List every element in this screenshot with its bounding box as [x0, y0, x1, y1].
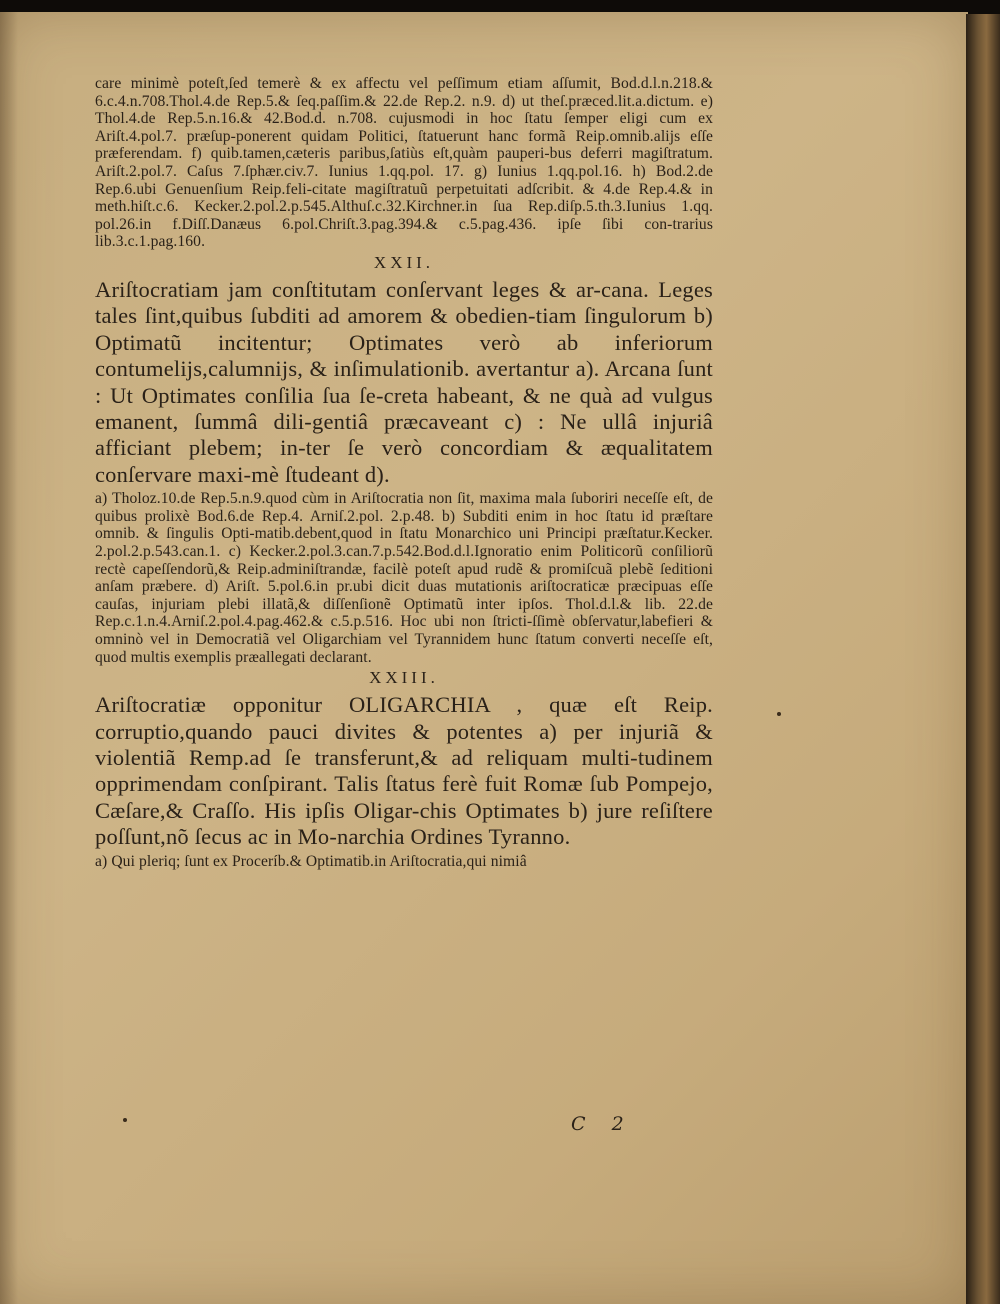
page-content: [95, 75, 713, 870]
signature-mark: C 2: [571, 1113, 634, 1135]
footnote-xxiii: a) Qui pleriq; ſunt ex Proceríb.& Optimatib.in Ariſtocratia,qui nimiâ: [95, 852, 527, 870]
footnotes-continued: care minimè poteſt,ſed temerè & ex affectu vel peſſimum etiam aſſumit, Bod.d.l.n.218.& 6.c.4.n.708.Thol.4.de Rep.5.& ſeq.paſſim.& 22.de Rep.2. n.9. d) ut theſ.præced.lit.a.dictum. e) Thol.4.de Rep.5.n.16.& 42.Bod.d. n.708. cujusmodi in hoc ſtatu ſemper eligi cum ex Ariſt.4.pol.7. præſup-ponerent quidam Politici, ſtatuerunt hanc formã Reip.omnib.alijs eſſe præferendam. f) quib.tamen,cæteris paribus,ſatiùs eſt,quàm pauperi-bus deferri magiſtratum. Ariſt.2.pol.7. Caſus 7.ſphær.civ.7. Iunius 1.qq.pol. 17. g) Iunius 1.qq.pol.16. h) Bod.2.de Rep.6.ubi Genuenſium Reip.feli-citate magiſtratuũ perpetuitati adſcribit. & 4.de Rep.4.& in meth.hiſt.c.6. Kecker.2.pol.2.p.545.Althuſ.c.32.Kirchner.in ſua Rep.diſp.5.th.3.Iunius 1.qq. pol.26.in f.Diſſ.Danæus 6.pol.Chriſt.3.pag.394.& c.5.pag.436. ipſe ſibi con-trarius lib.3.c.1.pag.160.: [95, 75, 713, 251]
book-page: [0, 12, 968, 1304]
section-heading-xxiii: XXIII.: [369, 668, 439, 688]
section-text-xxii: Ariſtocratiam jam conſtitutam conſervant leges & ar-cana. Leges tales ſint,quibus ſubditi ad amorem & obedien-tiam ſingulorum b) Optimatũ incitentur; Optimates verò ab inferiorum contumelijs,calumnijs, & inſimulationib. avertantur a). Arcana ſunt : Ut Optimates conſilia ſua ſe-creta habeant, & ne quà ad vulgus emanent, ſummâ dili-gentiâ præcaveant c) : Ne ullâ injuriâ afficiant plebem; in-ter ſe verò concordiam & æqualitatem conſervare maxi-mè ſtudeant d).: [95, 276, 713, 487]
ink-speck: [123, 1118, 127, 1122]
section-text-xxiii: Ariſtocratiæ opponitur OLIGARCHIA , quæ eſt Reip. corruptio,quando pauci divites & potentes a) per injuriã & violentiã Remp.ad ſe transferunt,& ad reliquam multi-tudinem opprimendam conſpirant. Talis ſtatus ferè fuit Romæ ſub Pompejo, Cæſare,& Craſſo. His ipſis Oligar-chis Optimates b) jure reſiſtere poſſunt,nõ ſecus ac in Mo-narchia Ordines Tyranno.: [95, 692, 713, 850]
footnotes-xxii: a) Tholoz.10.de Rep.5.n.9.quod cùm in Ariſtocratia non ſit, maxima mala ſuboriri neceſſe eſt, de quibus prolixè Bod.6.de Rep.4. Arniſ.2.pol. 2.p.48. b) Subditi enim in hoc ſtatu id præſtare omnib. & ſingulis Opti-matib.debent,quod in ſtatu Monarchico uni Principi præſtatur.Kecker. 2.pol.2.p.543.can.1. c) Kecker.2.pol.3.can.7.p.542.Bod.d.l.Ignoratio enim Politicorũ conſiliorũ rectè capeſſendorũ,& Reip.adminiſtrandæ, facilè poteſt apud rudẽ & promiſcuã plebẽ ſeditioni anſam præbere. d) Ariſt. 5.pol.6.in pr.ubi dicit duas mutationis ariſtocraticæ præcipuas eſſe cauſas, injuriam plebi illatã,& diſſenſionẽ Optimatũ inter ipſos. Thol.d.l.& lib. 22.de Rep.c.1.n.4.Arniſ.2.pol.4.pag.462.& c.5.p.516. Hoc ubi non ſtricti-ſſimè obſervatur,labefieri & omninò vel in Democratiã vel Oligarchiam vel Tyrannidem hunc ſtatum converti neceſſe eſt, quod multis exemplis præallegati declarant.: [95, 490, 713, 666]
section-heading-xxii: XXII.: [373, 252, 435, 272]
page-edge-right: [966, 14, 1000, 1304]
ink-speck: [777, 712, 781, 716]
